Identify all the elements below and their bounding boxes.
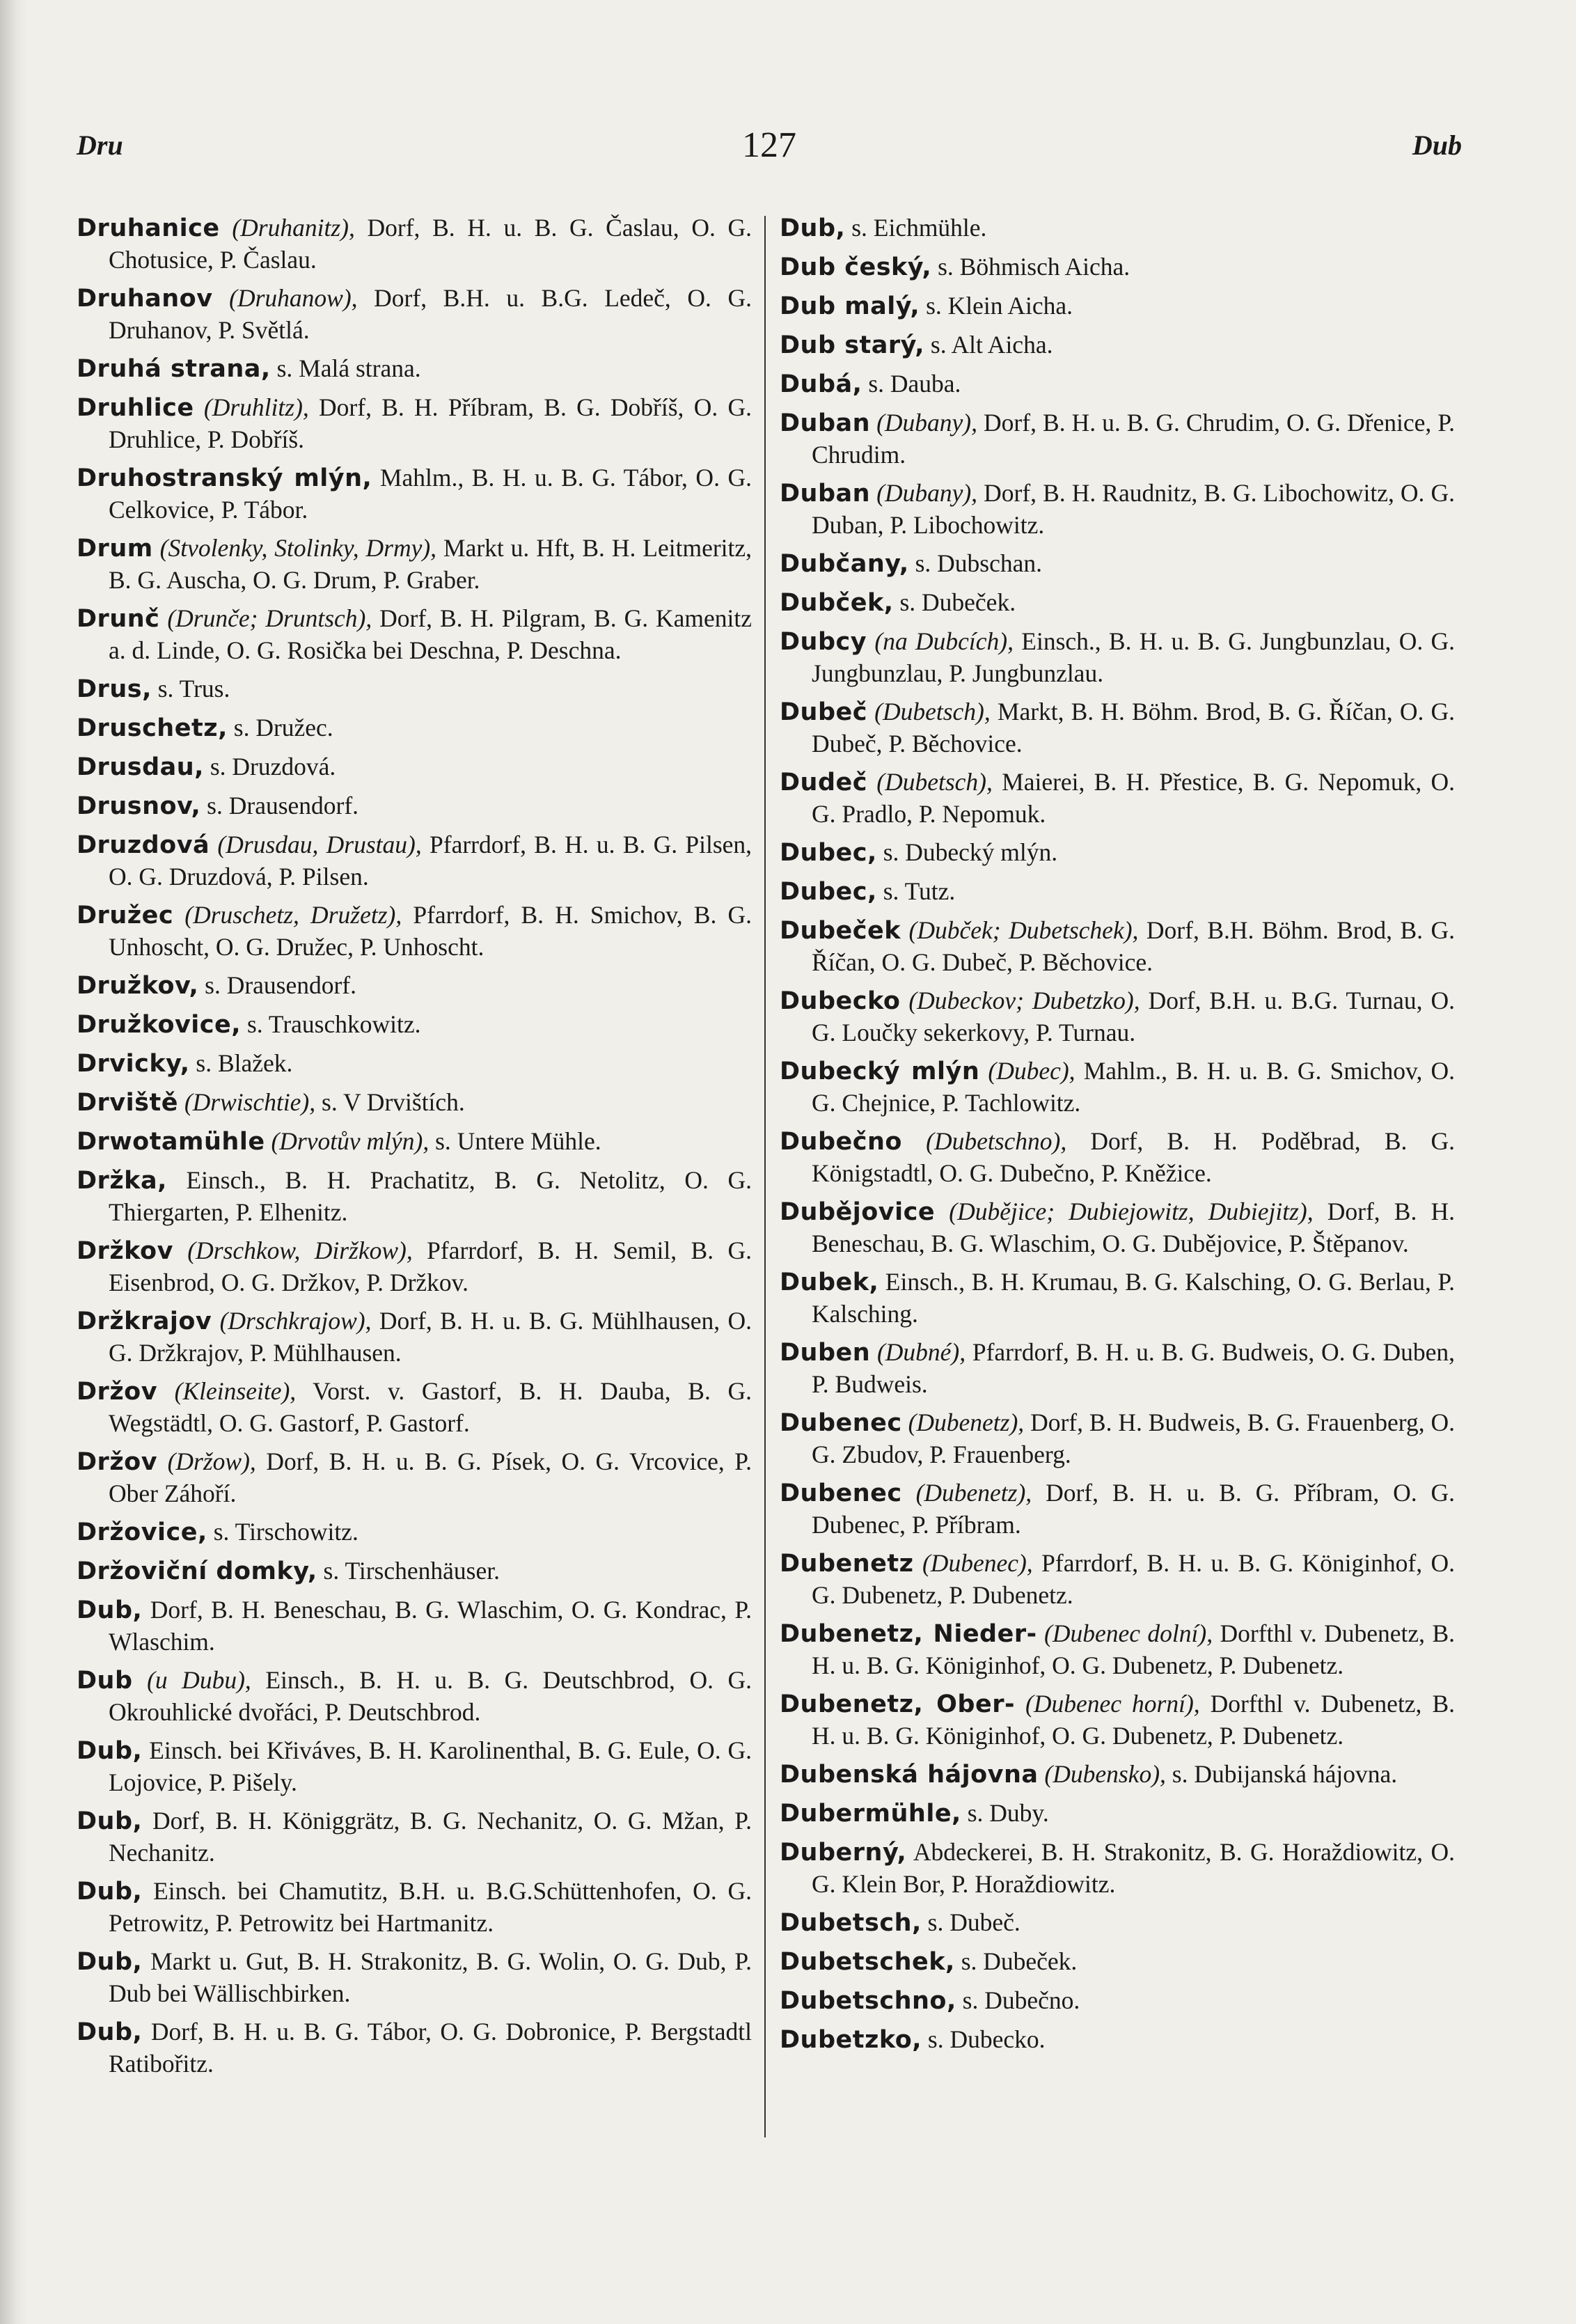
gazetteer-entry [77, 283, 752, 346]
entry-term: Držka, [77, 1167, 167, 1195]
entry-term: Družec [77, 902, 174, 929]
entry-alt-names: (Dubetsch), [874, 698, 991, 725]
header-right-guideword: Dub [1412, 129, 1462, 161]
entry-description: s. Dauba. [868, 370, 961, 398]
gazetteer-entry [77, 1446, 752, 1509]
gazetteer-entry [780, 626, 1455, 689]
entry-term: Dubějovice [780, 1198, 936, 1226]
entry-term: Duberný, [780, 1839, 907, 1867]
entry-description: Mahlm., B. H. u. B. G. Tábor, O. G. Celkovice, P. Tábor. [109, 464, 752, 524]
gazetteer-entry [77, 1946, 752, 2009]
entry-alt-names: (Držow), [167, 1447, 256, 1475]
entry-alt-names: (Dubensko), [1044, 1760, 1166, 1788]
entry-description: Pfarrdorf, B. H. Smichov, B. G. Unhoscht, O. G. Družec, P. Unhoscht. [109, 901, 752, 961]
gazetteer-entry [77, 1594, 752, 1658]
entry-term: Duban [780, 480, 871, 508]
entry-description: Dorf, B. H. Beneschau, B. G. Wlaschim, O. G. Dubějovice, P. Štěpanov. [812, 1198, 1456, 1257]
entry-description: s. Tirschowitz. [213, 1518, 358, 1546]
entry-alt-names: (Drunče; Druntsch), [167, 604, 372, 632]
gazetteer-entry [77, 533, 752, 596]
gazetteer-entry [780, 1196, 1455, 1259]
entry-description: s. Drausendorf. [205, 971, 356, 999]
entry-description: Dorf, B. H. Raudnitz, B. G. Libochowitz, O. G. Duban, P. Libochowitz. [812, 479, 1455, 539]
entry-description: s. Tirschenhäuser. [323, 1557, 500, 1585]
gazetteer-entry [77, 1665, 752, 1728]
entry-description: s. Böhmisch Aicha. [938, 253, 1130, 281]
entry-description: Dorf, B. H. Příbram, B. G. Dobříš, O. G. Druhlice, P. Dobříš. [109, 393, 752, 453]
gazetteer-entry [77, 829, 752, 893]
gazetteer-entry [77, 1876, 752, 1939]
entry-term: Drusnov, [77, 792, 201, 820]
entry-term: Dubec, [780, 839, 877, 867]
entry-description: s. Trauschkowitz. [246, 1010, 421, 1038]
entry-term: Dubecko [780, 987, 901, 1015]
entry-alt-names: (Druhlitz), [203, 393, 309, 421]
entry-description: Dorf, B. H. Poděbrad, B. G. Königstadtl, O. G. Dubečno, P. Kněžice. [812, 1127, 1456, 1187]
gazetteer-entry [77, 603, 752, 666]
gazetteer-entry [780, 915, 1455, 978]
entry-alt-names: (Dubetschno), [926, 1127, 1067, 1155]
gazetteer-entry [77, 1235, 752, 1298]
entry-term: Duben [780, 1339, 871, 1367]
page-edge [0, 0, 28, 2324]
entry-term: Druzdová [77, 831, 210, 859]
entry-term: Dub malý, [780, 292, 920, 320]
entry-term: Druhlice [77, 394, 194, 422]
entry-alt-names: (Dubček; Dubetschek), [908, 916, 1139, 944]
entry-term: Držkrajov [77, 1308, 212, 1335]
entry-description: Dorf, B. H. u. B. G. Časlau, O. G. Chotusice, P. Časlau. [109, 214, 752, 274]
gazetteer-entry [77, 1126, 752, 1158]
entry-term: Dubec, [780, 878, 877, 906]
entry-alt-names: (Dubné), [876, 1338, 966, 1366]
entry-description: Pfarrdorf, B. H. u. B. G. Budweis, O. G. Duben, P. Budweis. [812, 1338, 1455, 1398]
gazetteer-entry [780, 767, 1455, 830]
entry-term: Druschetz, [77, 714, 228, 742]
entry-term: Dubecký mlýn [780, 1058, 980, 1085]
gazetteer-entry [77, 1805, 752, 1869]
entry-alt-names: (Drvotův mlýn), [271, 1127, 430, 1155]
gazetteer-entry [77, 392, 752, 455]
gazetteer-entry [780, 329, 1455, 361]
gazetteer-entry [780, 985, 1455, 1049]
entry-alt-names: (Dubenec horní), [1025, 1690, 1200, 1718]
entry-description: s. Dubeček. [899, 588, 1016, 616]
entry-alt-names: (Dubenec), [922, 1549, 1033, 1577]
header-left-guideword: Dru [77, 129, 123, 161]
entry-description: s. Malá strana. [276, 354, 421, 382]
gazetteer-entry [77, 712, 752, 744]
entry-term: Dubá, [780, 370, 862, 398]
right-column [780, 212, 1455, 2063]
entry-term: Držkov [77, 1237, 173, 1265]
entry-description: Dorf, B. H. Budweis, B. G. Frauenberg, O. G. Zbudov, P. Frauenberg. [812, 1408, 1455, 1468]
gazetteer-entry [77, 900, 752, 963]
entry-term: Dub, [77, 1807, 143, 1835]
entry-description: Dorf, B. H. u. B. G. Tábor, O. G. Dobronice, P. Bergstadtl Ratibořitz. [109, 2018, 752, 2078]
gazetteer-entry [780, 876, 1455, 908]
gazetteer-entry [77, 1305, 752, 1369]
gazetteer-entry [77, 673, 752, 705]
entry-term: Dubečno [780, 1128, 902, 1156]
entry-term: Dubenec [780, 1479, 902, 1507]
gazetteer-entry [780, 1266, 1455, 1330]
gazetteer-entry [780, 1759, 1455, 1791]
gazetteer-entry [77, 1516, 752, 1548]
entry-description: s. Dubecký mlýn. [883, 838, 1058, 866]
gazetteer-entry [780, 587, 1455, 619]
gazetteer-entry [77, 462, 752, 526]
entry-alt-names: (Druhanitz), [232, 214, 355, 242]
entry-description: Einsch., B. H. Krumau, B. G. Kalsching, O. G. Berlau, P. Kalsching. [812, 1268, 1455, 1328]
gazetteer-entry [77, 970, 752, 1002]
entry-term: Druhostranský mlýn, [77, 464, 372, 492]
gazetteer-entry [77, 353, 752, 385]
entry-alt-names: (Dubenetz), [908, 1408, 1025, 1436]
gazetteer-entry [780, 1985, 1455, 2017]
entry-description: Einsch., B. H. u. B. G. Jungbunzlau, O. G. Jungbunzlau, P. Jungbunzlau. [812, 627, 1456, 687]
entry-term: Dubenec [780, 1409, 902, 1437]
gazetteer-entry [780, 1548, 1455, 1611]
gazetteer-entry [780, 212, 1455, 244]
entry-description: Pfarrdorf, B. H. Semil, B. G. Eisenbrod, O. G. Držkov, P. Držkov. [109, 1236, 752, 1296]
entry-term: Dubček, [780, 589, 894, 617]
entry-term: Dubenetz, Nieder- [780, 1620, 1037, 1648]
entry-alt-names: (na Dubcích), [874, 627, 1014, 655]
entry-term: Družkovice, [77, 1011, 242, 1039]
gazetteer-entry [780, 1907, 1455, 1939]
entry-description: s. Untere Mühle. [435, 1127, 601, 1155]
entry-alt-names: (Dubec), [988, 1057, 1075, 1085]
entry-alt-names: (Dubenetz), [915, 1479, 1032, 1507]
entry-description: Dorf, B. H. Pilgram, B. G. Kamenitz a. d. Linde, O. G. Rosička bei Deschna, P. Deschna. [109, 604, 752, 664]
entry-description: Mahlm., B. H. u. B. G. Smichov, O. G. Chejnice, P. Tachlowitz. [812, 1057, 1456, 1117]
entry-description: s. V Drvištích. [322, 1088, 465, 1116]
entry-term: Družkov, [77, 972, 199, 1000]
entry-description: s. Klein Aicha. [926, 292, 1073, 320]
entry-description: Dorf, B.H. u. B.G. Ledeč, O. G. Druhanov, P. Světlá. [109, 284, 752, 344]
entry-alt-names: (Dubeckov; Dubetzko), [908, 987, 1140, 1014]
gazetteer-entry [780, 1618, 1455, 1681]
entry-description: Markt u. Hft, B. H. Leitmeritz, B. G. Auscha, O. G. Drum, P. Graber. [109, 534, 752, 594]
entry-term: Dubenetz [780, 1550, 914, 1578]
entry-alt-names: (Drwischtie), [184, 1088, 316, 1116]
entry-term: Dubeček [780, 917, 901, 945]
gazetteer-entry [780, 1055, 1455, 1119]
entry-alt-names: (Dubetsch), [876, 768, 993, 796]
gazetteer-entry [77, 1735, 752, 1798]
entry-term: Dubeč [780, 698, 868, 726]
entry-term: Dub, [77, 1878, 143, 1906]
page-header [77, 125, 1462, 178]
entry-description: Dorf, B. H. Königgrätz, B. G. Nechanitz, O. G. Mžan, P. Nechanitz. [109, 1807, 752, 1867]
gazetteer-entry [77, 751, 752, 783]
gazetteer-entry [77, 1087, 752, 1119]
entry-term: Dubek, [780, 1269, 879, 1296]
gazetteer-entry [780, 1688, 1455, 1752]
entry-description: s. Dubeček. [961, 1947, 1078, 1975]
entry-term: Druhanice [77, 214, 220, 242]
entry-description: s. Dubschan. [915, 549, 1042, 577]
entry-description: Maierei, B. H. Přestice, B. G. Nepomuk, O. G. Pradlo, P. Nepomuk. [812, 768, 1455, 828]
entry-description: Dorf, B. H. Beneschau, B. G. Wlaschim, O. G. Kondrac, P. Wlaschim. [109, 1596, 752, 1656]
entry-term: Dubcy [780, 628, 867, 656]
entry-alt-names: (Kleinseite), [174, 1377, 297, 1405]
entry-alt-names: (Dubějice; Dubiejowitz, Dubiejitz), [949, 1198, 1314, 1225]
gazetteer-entry [780, 478, 1455, 541]
entry-term: Držov [77, 1448, 158, 1476]
entry-description: Dorf, B. H. u. B. G. Příbram, O. G. Dubenec, P. Příbram. [812, 1479, 1456, 1539]
entry-description: Dorf, B.H. Böhm. Brod, B. G. Říčan, O. G. Dubeč, P. Běchovice. [812, 916, 1456, 976]
entry-description: Dorfthl v. Dubenetz, B. H. u. B. G. Königinhof, O. G. Dubenetz, P. Dubenetz. [812, 1619, 1456, 1679]
entry-term: Dubenská hájovna [780, 1761, 1039, 1789]
entry-alt-names: (u Dubu), [147, 1666, 251, 1694]
entry-description: Vorst. v. Gastorf, B. H. Dauba, B. G. Wegstädtl, O. G. Gastorf, P. Gastorf. [109, 1377, 752, 1437]
entry-description: s. Tutz. [883, 877, 956, 905]
entry-term: Dubenetz, Ober- [780, 1690, 1015, 1718]
gazetteer-entry [780, 837, 1455, 869]
column-divider [764, 216, 766, 2137]
entry-term: Drusdau, [77, 753, 204, 781]
entry-description: s. Dubečno. [962, 1986, 1080, 2014]
entry-term: Dub, [77, 2018, 143, 2046]
gazetteer-entry [77, 2016, 752, 2080]
gazetteer-entry [780, 1946, 1455, 1978]
gazetteer-entry [780, 1798, 1455, 1830]
entry-term: Dubetzko, [780, 2026, 922, 2054]
entry-description: s. Blažek. [196, 1049, 293, 1077]
entry-term: Dub, [77, 1948, 143, 1976]
entry-description: Dorfthl v. Dubenetz, B. H. u. B. G. Königinhof, O. G. Dubenetz, P. Dubenetz. [812, 1690, 1456, 1750]
entry-term: Držov [77, 1378, 158, 1406]
entry-description: Einsch., B. H. Prachatitz, B. G. Netolitz, O. G. Thiergarten, P. Elhenitz. [109, 1166, 752, 1226]
gazetteer-entry [780, 2024, 1455, 2056]
entry-term: Dudeč [780, 769, 868, 796]
entry-description: s. Dubecko. [927, 2025, 1046, 2053]
entry-description: s. Duby. [967, 1799, 1049, 1827]
gazetteer-entry [77, 790, 752, 822]
entry-alt-names: (Dubenec dolní), [1044, 1619, 1213, 1647]
gazetteer-entry [780, 1837, 1455, 1900]
entry-description: Einsch. bei Chamutitz, B.H. u. B.G.Schüttenhofen, O. G. Petrowitz, P. Petrowitz bei Hartmanitz. [109, 1877, 752, 1937]
gazetteer-entry [780, 548, 1455, 580]
entry-term: Dub český, [780, 253, 932, 281]
entry-term: Dubermühle, [780, 1800, 961, 1828]
entry-description: Markt, B. H. Böhm. Brod, B. G. Říčan, O. G. Dubeč, P. Běchovice. [812, 698, 1455, 757]
entry-term: Drus, [77, 675, 152, 703]
entry-description: s. Alt Aicha. [930, 331, 1053, 359]
gazetteer-entry [77, 1009, 752, 1041]
gazetteer-entry [780, 251, 1455, 283]
entry-term: Duban [780, 409, 871, 437]
entry-term: Dubetschno, [780, 1987, 956, 2015]
entry-alt-names: (Dubany), [876, 479, 978, 507]
gazetteer-entry [780, 407, 1455, 471]
entry-alt-names: (Drschkow, Diržkow), [187, 1236, 413, 1264]
gazetteer-entry [780, 696, 1455, 760]
entry-term: Dub starý, [780, 331, 925, 359]
entry-term: Drviště [77, 1089, 178, 1117]
entry-description: Dorf, B. H. u. B. G. Mühlhausen, O. G. Držkrajov, P. Mühlhausen. [109, 1307, 752, 1367]
entry-description: s. Dubijanská hájovna. [1172, 1760, 1398, 1788]
entry-term: Dubetschek, [780, 1948, 955, 1976]
entry-description: Abdeckerei, B. H. Strakonitz, B. G. Horaždiowitz, O. G. Klein Bor, P. Horaždiowitz. [812, 1838, 1455, 1898]
entry-term: Drum [77, 535, 153, 563]
entry-description: s. Eichmühle. [851, 214, 987, 242]
gazetteer-entry [780, 290, 1455, 322]
entry-description: s. Drausendorf. [207, 792, 359, 819]
gazetteer-entry [780, 1477, 1455, 1541]
entry-description: Dorf, B.H. u. B.G. Turnau, O. G. Loučky sekerkovy, P. Turnau. [812, 987, 1455, 1046]
entry-description: s. Družec. [233, 714, 333, 741]
gazetteer-entry [77, 212, 752, 276]
entry-description: Dorf, B. H. u. B. G. Chrudim, O. G. Dřenice, P. Chrudim. [812, 409, 1456, 469]
entry-description: Einsch., B. H. u. B. G. Deutschbrod, O. G. Okrouhlické dvořáci, P. Deutschbrod. [109, 1666, 752, 1726]
entry-description: Pfarrdorf, B. H. u. B. G. Pilsen, O. G. Druzdová, P. Pilsen. [109, 831, 752, 890]
page-number: 127 [742, 125, 796, 165]
left-column [77, 212, 752, 2087]
entry-term: Držovice, [77, 1518, 207, 1546]
entry-term: Dubetsch, [780, 1909, 922, 1937]
gazetteer-entry [77, 1376, 752, 1439]
gazetteer-entry [780, 1337, 1455, 1400]
entry-description: s. Druzdová. [210, 753, 336, 780]
gazetteer-entry [780, 368, 1455, 400]
entry-term: Dub [77, 1667, 133, 1695]
entry-term: Držoviční domky, [77, 1557, 317, 1585]
entry-term: Drvicky, [77, 1050, 190, 1078]
gazetteer-entry [77, 1048, 752, 1080]
entry-alt-names: (Dubany), [876, 409, 978, 437]
entry-term: Druhanov [77, 285, 213, 313]
entry-description: Markt u. Gut, B. H. Strakonitz, B. G. Wolin, O. G. Dub, P. Dub bei Wällischbirken. [109, 1947, 752, 2007]
entry-alt-names: (Druhanow), [229, 284, 358, 312]
entry-description: s. Dubeč. [927, 1908, 1021, 1936]
entry-description: Einsch. bei Křiváves, B. H. Karolinenthal, B. G. Eule, O. G. Lojovice, P. Pišely. [109, 1736, 752, 1796]
entry-alt-names: (Stvolenky, Stolinky, Drmy), [159, 534, 437, 562]
entry-term: Druhá strana, [77, 355, 271, 383]
gazetteer-entry [77, 1165, 752, 1228]
entry-description: Dorf, B. H. u. B. G. Písek, O. G. Vrcovice, P. Ober Záhoří. [109, 1447, 752, 1507]
gazetteer-entry [77, 1555, 752, 1587]
entry-term: Dubčany, [780, 550, 909, 578]
gazetteer-entry [780, 1126, 1455, 1189]
entry-term: Dub, [77, 1737, 143, 1765]
entry-term: Drunč [77, 605, 160, 633]
entry-alt-names: (Druschetz, Družetz), [184, 901, 402, 929]
entry-description: Pfarrdorf, B. H. u. B. G. Königinhof, O. G. Dubenetz, P. Dubenetz. [812, 1549, 1456, 1609]
entry-term: Drwotamühle [77, 1128, 265, 1156]
entry-description: s. Trus. [157, 675, 230, 702]
entry-alt-names: (Drusdau, Drustau), [217, 831, 422, 858]
entry-alt-names: (Drschkrajow), [219, 1307, 372, 1335]
gazetteer-entry [780, 1407, 1455, 1470]
entry-term: Dub, [780, 214, 846, 242]
entry-term: Dub, [77, 1596, 143, 1624]
